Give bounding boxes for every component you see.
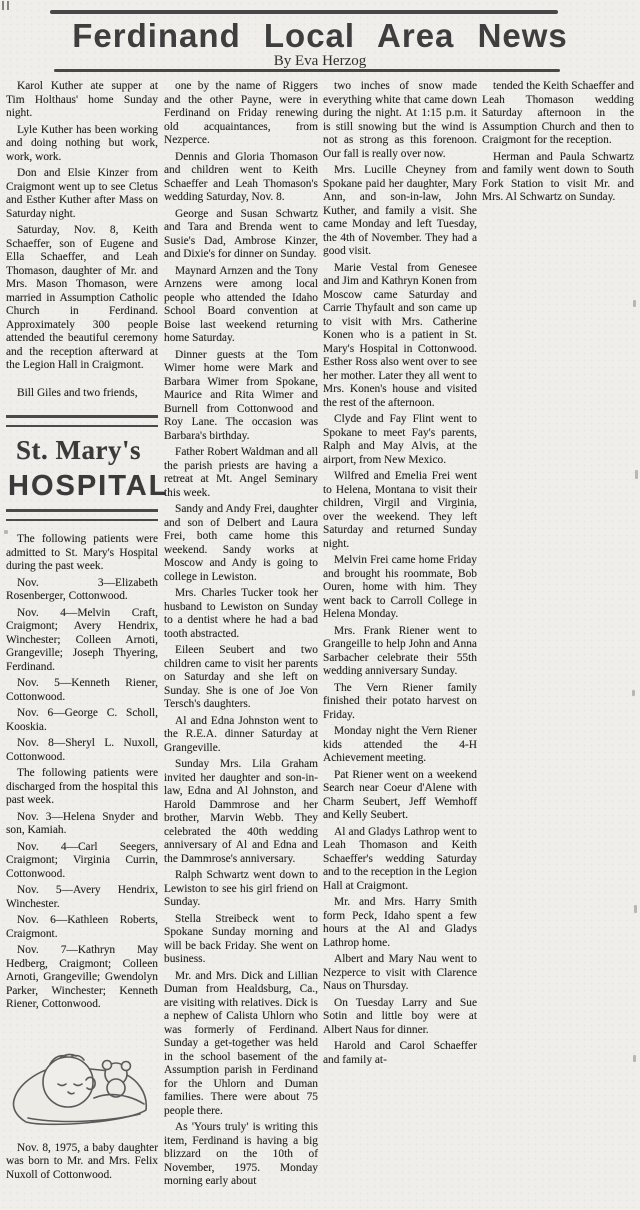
scan-artifact — [632, 690, 635, 696]
paragraph: Herman and Paula Schwartz and family went down to South Fork Station to visit Mr. and Mrs. Al Schwartz on Sunday. — [482, 150, 634, 203]
scan-artifact — [2, 1, 11, 10]
birth-announcement: Nov. 8, 1975, a baby daughter was born to Mr. and Mrs. Felix Nuxoll of Cottonwood. — [6, 1141, 158, 1181]
paragraph: Marie Vestal from Genesee and Jim and Kathryn Konen from Moscow came Saturday and Carrie Thyfault and son came up to visit with Mrs. Catherine Konen who is a patient in St. Mary's Hospital in Cottonwood. Esther Ross also went over to see her mother. Later they all went to Mrs. Konen's house and visited the rest of the afternoon. — [323, 261, 477, 409]
paragraph: tended the Keith Schaeffer and Leah Thomason wedding Saturday afternoon in the Assumption Church and then to Craigmont for the reception. — [482, 80, 634, 146]
paragraph: Clyde and Fay Flint went to Spokane to meet Fay's parents, Ralph and May Alvis, at the airport, from New Mexico. — [323, 413, 477, 466]
paragraph: two inches of snow made everything white that came down during the night. At 1:15 p.m. it is still snowing but the wind is not as strong as this forenoon. Our fall is really over now. — [323, 80, 477, 160]
byline: By Eva Herzog — [273, 53, 367, 69]
paragraph: Al and Gladys Lathrop went to Leah Thomason and Keith Schaeffer's wedding Saturday and to the reception in the Legion Hall at Craigmont. — [323, 825, 477, 892]
paragraph: Nov. 6—Kathleen Roberts, Craigmont. — [6, 914, 158, 940]
paragraph: Nov. 6—George C. Scholl, Kooskia. — [6, 707, 158, 733]
paragraph: Harold and Carol Schaeffer and family at- — [323, 1040, 477, 1066]
paragraph: The Vern Riener family finished their potato harvest on Friday. — [323, 681, 477, 721]
hospital-title-line2: HOSPITAL — [8, 470, 169, 502]
paragraph: Eileen Seubert and two children came to visit her parents on Saturday and she left on Sunday. She is one of Joe Von Tersch's daughters. — [164, 644, 318, 710]
column-4 — [482, 80, 634, 208]
paragraph: Nov. 5—Avery Hendrix, Winchester. — [6, 884, 158, 910]
paragraph: Mr. and Mrs. Dick and Lillian Duman from Healdsburg, Ca., are visiting with relatives. Dick is a nephew of Calista Uhlorn who was formerly of Ferdinand. Sunday a get-together was held in the school basement of the Assumption parish in Ferdinand for the Uhlorn and Duman families. There were about 75 people there. — [164, 969, 318, 1117]
paragraph: Father Robert Waldman and all the parish priests are having a retreat at Mt. Angel Seminary this week. — [164, 446, 318, 499]
paragraph: Ralph Schwartz went down to Lewiston to see his girl friend on Sunday. — [164, 869, 318, 908]
paragraph: Dinner guests at the Tom Wimer home were Mark and Barbara Wimer from Spokane, Maurice and Rita Wimer and Burnell from Cottonwood and Roy Lane. The occasion was Barbara's birthday. — [164, 348, 318, 442]
paragraph: Nov. 4—Carl Seegers, Craigmont; Virginia Currin, Cottonwood. — [6, 840, 158, 880]
page-title: Ferdinand Local Area News — [72, 17, 568, 54]
scan-artifact — [4, 530, 8, 534]
scan-artifact — [634, 905, 637, 913]
paragraph: Nov. 7—Kathryn May Hedberg, Craigmont; Colleen Arnoti, Grangeville; Gwendolyn Parker, Winchester; Kenneth Riener, Cottonwood. — [6, 944, 158, 1010]
scan-artifact — [635, 470, 638, 479]
paragraph: Nov. 4—Melvin Craft, Craigmont; Avery Hendrix, Winchester; Colleen Arnoti, Grangeville; Joseph Thyering, Ferdinand. — [6, 606, 158, 673]
paragraph: Pat Riener went on a weekend Search near Coeur d'Alene with Charm Seubert, Jeff Wemhoff and Kelly Seubert. — [323, 768, 477, 821]
paragraph: Mrs. Lucille Cheyney from Spokane paid her daughter, Mary Ann, and son-in-law, John Kuther, and family a visit. She came Monday and left Tuesday, the 4th of November. They had a good visit. — [323, 164, 477, 257]
paragraph: Sunday Mrs. Lila Graham invited her daughter and son-in-law, Edna and Al Johnston, and Harold Dammrose and her brother, Marvin Webb. They celebrated the 40th wedding anniversary of Al and Edna and the Dammrose's anniversary. — [164, 758, 318, 865]
paragraph: Albert and Mary Nau went to Nezperce to visit with Clarence Naus on Thursday. — [323, 953, 477, 992]
section-rule — [6, 415, 158, 427]
masthead-top-rule — [50, 10, 558, 14]
column-2 — [164, 80, 318, 1192]
scan-artifact — [633, 300, 636, 307]
hospital-section — [6, 415, 169, 1012]
paragraph: The following patients were admitted to St. Mary's Hospital during the past week. — [6, 533, 158, 572]
paragraph: Dennis and Gloria Thomason and children went to Keith Schaeffer and Leah Thomason's wedding Saturday, Nov. 8. — [164, 150, 318, 203]
paragraph: Don and Elsie Kinzer from Craigmont went up to see Cletus and Esther Kuther after Mass on Saturday night. — [6, 167, 158, 220]
paragraph: Wilfred and Emelia Frei went to Helena, Montana to visit their children, Virgil and Virginia, over the weekend. They left Saturday and returned Sunday night. — [323, 470, 477, 550]
paragraph: Nov. 8—Sheryl L. Nuxoll, Cottonwood. — [6, 737, 158, 763]
paragraph: Al and Edna Johnston went to the R.E.A. dinner Saturday at Grangeville. — [164, 714, 318, 754]
paragraph: Sandy and Andy Frei, daughter and son of Delbert and Laura Frei, both came home this weekend. Sandy works at Moscow and Andy is going to college in Lewiston. — [164, 503, 318, 583]
sleeping-baby-illustration — [8, 1022, 158, 1134]
paragraph: Bill Giles and two friends, — [17, 386, 138, 399]
paragraph: Saturday, Nov. 8, Keith Schaeffer, son of Eugene and Ella Schaeffer, and Leah Thomason, daughter of Mr. and Mrs. Mason Thomason, were married in Assumption Catholic Church in Ferdinand. Approximately 300 people attended the beautiful ceremony and the reception afterward at the Legion Hall in Craigmont. — [6, 224, 158, 371]
paragraph: Mrs. Frank Riener went to Grangeille to help John and Anna Sarbacher celebrate their 55th wedding anniversary Sunday. — [323, 624, 477, 677]
paragraph: Mrs. Charles Tucker took her husband to Lewiston on Sunday to a dentist where he had a bad tooth abstracted. — [164, 587, 318, 640]
hospital-paragraphs — [6, 533, 158, 1012]
news-paragraphs — [6, 80, 158, 373]
hospital-title-line1: St. Mary's — [16, 435, 141, 465]
paragraph: Stella Streibeck went to Spokane Sunday morning and will be back Friday. She went on business. — [164, 912, 318, 965]
paragraph: The following patients were discharged from the hospital this past week. — [6, 767, 158, 806]
paragraph: Monday night the Vern Riener kids attended the 4-H Achievement meeting. — [323, 725, 477, 764]
column-1 — [6, 80, 169, 1185]
paragraph: Lyle Kuther has been working and doing nothing but work, work, work. — [6, 123, 158, 163]
paragraph: Melvin Frei came home Friday and brought his roommate, Bob Ouren, home with him. They went back to Carroll College in Helena Monday. — [323, 554, 477, 620]
paragraph: Nov. 5—Kenneth Riener, Cottonwood. — [6, 677, 158, 703]
paragraph: As 'Yours truly' is writing this item, Ferdinand is having a big blizzard on the 10th of November, 1975. Monday morning early about — [164, 1121, 318, 1187]
paragraph: George and Susan Schwartz and Tara and Brenda went to Susie's Dad, Ambrose Kinzer, and Dixie's for dinner on Sunday. — [164, 207, 318, 260]
paragraph: Nov. 3—Helena Snyder and son, Kamiah. — [6, 810, 158, 836]
paragraph: Maynard Arnzen and the Tony Arnzens were among local people who attended the Idaho School Board convention at Boise last weekend returning home Saturday. — [164, 264, 318, 344]
paragraph: Nov. 3—Elizabeth Rosenberger, Cottonwood. — [6, 576, 158, 602]
paragraph: On Tuesday Larry and Sue Sotin and little boy were at Albert Naus for dinner. — [323, 996, 477, 1036]
scan-artifact — [633, 1055, 636, 1062]
column-3 — [323, 80, 477, 1070]
paragraph: Mr. and Mrs. Harry Smith form Peck, Idaho spent a few hours at the Al and Gladys Lathrop home. — [323, 896, 477, 949]
paragraph: Karol Kuther ate supper at Tim Holthaus' home Sunday night. — [6, 80, 158, 119]
masthead-bottom-rule — [54, 69, 560, 72]
paragraph: one by the name of Riggers and the other Payne, were in Ferdinand on Friday renewing old acquaintances, from Nezperce. — [164, 80, 318, 146]
section-rule — [6, 509, 158, 521]
